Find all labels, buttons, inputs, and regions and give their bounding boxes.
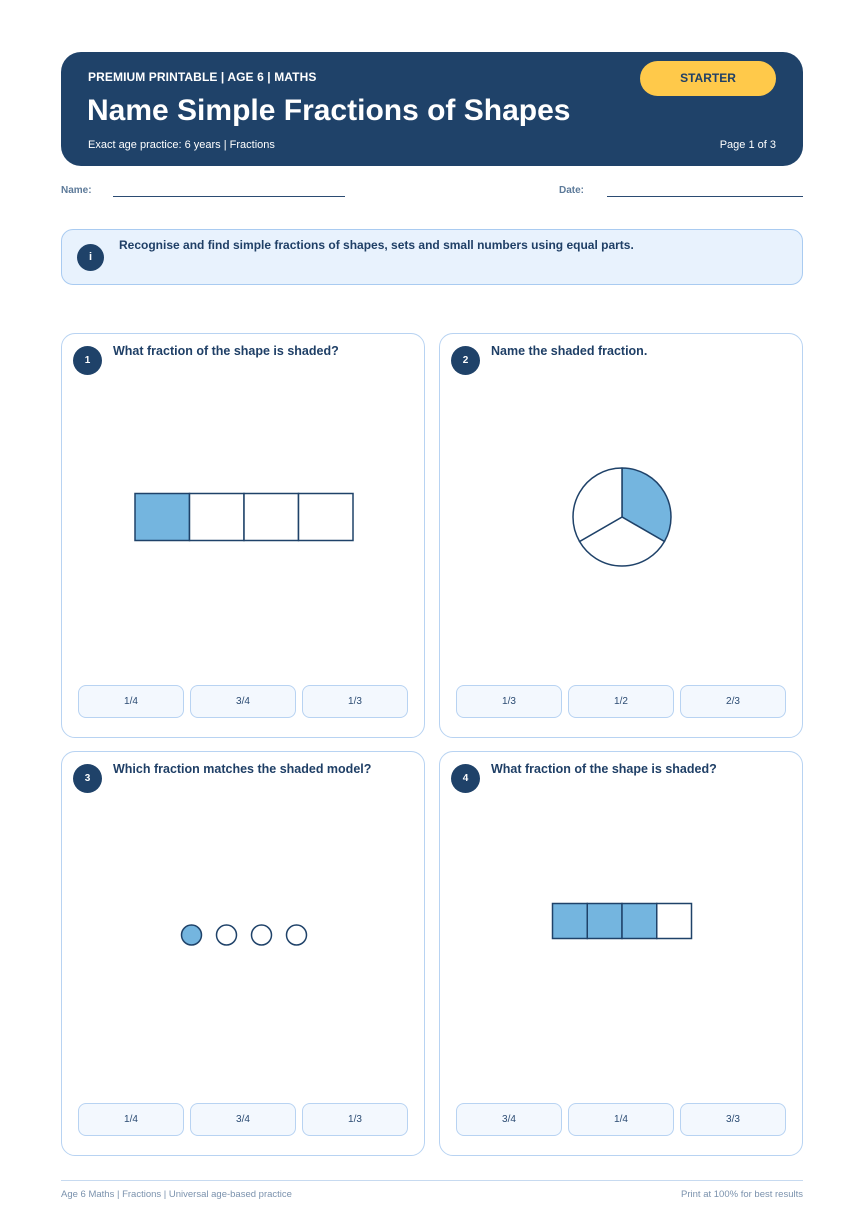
unshaded-part xyxy=(657,904,692,939)
question-text: Name the shaded fraction. xyxy=(491,344,648,358)
question-card-2 xyxy=(439,333,803,738)
header-banner xyxy=(61,52,803,166)
footer-divider xyxy=(61,1180,803,1181)
answer-choice[interactable]: 3/4 xyxy=(456,1103,562,1136)
question-text: Which fraction matches the shaded model? xyxy=(113,762,372,776)
name-line[interactable] xyxy=(113,196,345,197)
question-text: What fraction of the shape is shaded? xyxy=(491,762,717,776)
answer-choice[interactable]: 1/4 xyxy=(568,1103,674,1136)
header-subtitle: Exact age practice: 6 years | Fractions xyxy=(88,139,275,151)
footer-right-text: Print at 100% for best results xyxy=(681,1189,803,1200)
answer-choice[interactable]: 1/3 xyxy=(302,1103,408,1136)
shaded-part xyxy=(587,904,622,939)
question-card-4 xyxy=(439,751,803,1156)
question-number: 4 xyxy=(451,764,480,793)
unshaded-part xyxy=(244,494,299,541)
question-card-3 xyxy=(61,751,425,1156)
question-number: 3 xyxy=(73,764,102,793)
fraction-circle-model xyxy=(440,334,804,739)
level-badge: STARTER xyxy=(640,61,776,96)
answer-choice[interactable]: 1/4 xyxy=(78,685,184,718)
answer-choice[interactable]: 1/3 xyxy=(302,685,408,718)
answer-choice[interactable]: 1/2 xyxy=(568,685,674,718)
page-title: Name Simple Fractions of Shapes xyxy=(87,94,571,127)
unshaded-part xyxy=(299,494,354,541)
answer-choice[interactable]: 3/3 xyxy=(680,1103,786,1136)
shaded-part xyxy=(622,904,657,939)
answer-choice[interactable]: 2/3 xyxy=(680,685,786,718)
info-icon: i xyxy=(77,244,104,271)
instruction-text: Recognise and find simple fractions of shapes, sets and small numbers using equal parts. xyxy=(119,238,634,252)
answer-choice[interactable]: 3/4 xyxy=(190,685,296,718)
instruction-box xyxy=(61,229,803,285)
date-label: Date: xyxy=(559,185,585,196)
fraction-set-model xyxy=(62,752,426,1157)
page-number: Page 1 of 3 xyxy=(719,139,776,151)
footer-left-text: Age 6 Maths | Fractions | Universal age-based practice xyxy=(61,1189,292,1200)
shaded-counter xyxy=(182,925,202,945)
fraction-bar-model xyxy=(440,752,804,1157)
unshaded-counter xyxy=(252,925,272,945)
date-line[interactable] xyxy=(607,196,803,197)
question-text: What fraction of the shape is shaded? xyxy=(113,344,339,358)
name-label: Name: xyxy=(61,185,92,196)
question-number: 1 xyxy=(73,346,102,375)
unshaded-counter xyxy=(287,925,307,945)
shaded-part xyxy=(553,904,588,939)
question-card-1 xyxy=(61,333,425,738)
answer-choice[interactable]: 3/4 xyxy=(190,1103,296,1136)
shaded-part xyxy=(135,494,190,541)
question-number: 2 xyxy=(451,346,480,375)
fraction-bar-model xyxy=(62,334,426,739)
answer-choice[interactable]: 1/4 xyxy=(78,1103,184,1136)
answer-choice[interactable]: 1/3 xyxy=(456,685,562,718)
unshaded-counter xyxy=(217,925,237,945)
header-kicker: PREMIUM PRINTABLE | AGE 6 | MATHS xyxy=(88,70,317,84)
unshaded-part xyxy=(190,494,245,541)
